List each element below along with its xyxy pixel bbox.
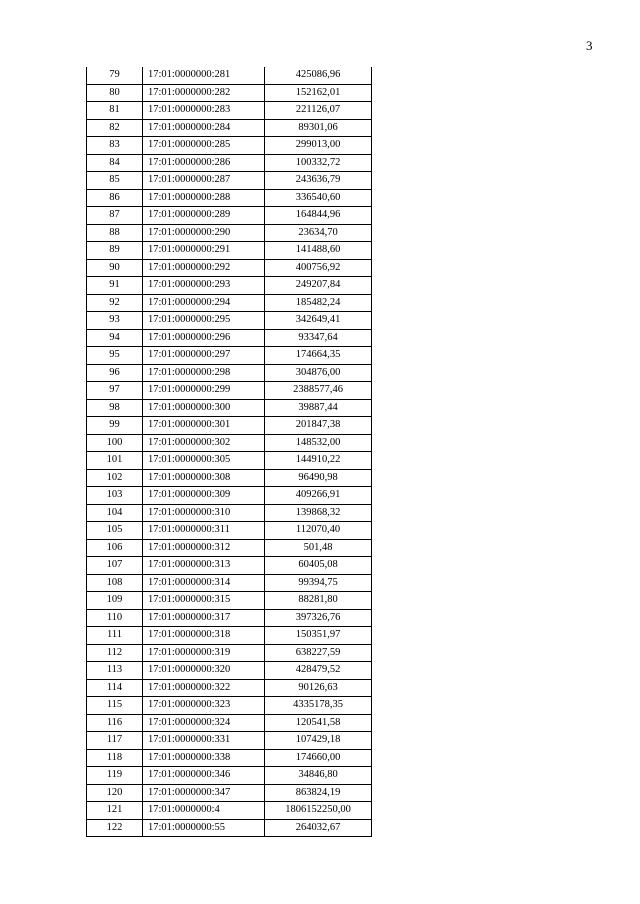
row-number: 121 <box>87 802 143 820</box>
cadastral-number: 17:01:0000000:315 <box>143 592 265 610</box>
cadastral-value: 304876,00 <box>265 364 372 382</box>
cadastral-value: 428479,52 <box>265 662 372 680</box>
table-row <box>87 749 372 767</box>
cadastral-number: 17:01:0000000:310 <box>143 504 265 522</box>
cadastral-value: 93347,64 <box>265 329 372 347</box>
cadastral-number: 17:01:0000000:286 <box>143 154 265 172</box>
row-number: 106 <box>87 539 143 557</box>
row-number: 97 <box>87 382 143 400</box>
cadastral-number: 17:01:0000000:347 <box>143 784 265 802</box>
row-number: 90 <box>87 259 143 277</box>
cadastral-number: 17:01:0000000:312 <box>143 539 265 557</box>
row-number: 103 <box>87 487 143 505</box>
cadastral-value: 409266,91 <box>265 487 372 505</box>
row-number: 109 <box>87 592 143 610</box>
page-number: 3 <box>586 38 593 53</box>
cadastral-value: 342649,41 <box>265 312 372 330</box>
cadastral-number: 17:01:0000000:283 <box>143 102 265 120</box>
table-row <box>87 592 372 610</box>
row-number: 96 <box>87 364 143 382</box>
cadastral-number: 17:01:0000000:323 <box>143 697 265 715</box>
cadastral-number: 17:01:0000000:313 <box>143 557 265 575</box>
row-number: 107 <box>87 557 143 575</box>
cadastral-value: 4335178,35 <box>265 697 372 715</box>
row-number: 82 <box>87 119 143 137</box>
cadastral-number: 17:01:0000000:293 <box>143 277 265 295</box>
cadastral-value: 120541,58 <box>265 714 372 732</box>
table-row <box>87 84 372 102</box>
cadastral-number: 17:01:0000000:291 <box>143 242 265 260</box>
cadastral-value: 299013,00 <box>265 137 372 155</box>
table-row <box>87 434 372 452</box>
row-number: 122 <box>87 819 143 837</box>
cadastral-value: 23634,70 <box>265 224 372 242</box>
cadastral-number: 17:01:0000000:4 <box>143 802 265 820</box>
row-number: 80 <box>87 84 143 102</box>
cadastral-number: 17:01:0000000:282 <box>143 84 265 102</box>
cadastral-value: 264032,67 <box>265 819 372 837</box>
cadastral-number: 17:01:0000000:298 <box>143 364 265 382</box>
cadastral-value: 249207,84 <box>265 277 372 295</box>
row-number: 93 <box>87 312 143 330</box>
row-number: 108 <box>87 574 143 592</box>
cadastral-value: 638227,59 <box>265 644 372 662</box>
table-row <box>87 487 372 505</box>
cadastral-number: 17:01:0000000:287 <box>143 172 265 190</box>
table-row <box>87 732 372 750</box>
cadastral-number: 17:01:0000000:300 <box>143 399 265 417</box>
table-row <box>87 224 372 242</box>
cadastral-number: 17:01:0000000:338 <box>143 749 265 767</box>
row-number: 91 <box>87 277 143 295</box>
table-row <box>87 119 372 137</box>
cadastral-value: 144910,22 <box>265 452 372 470</box>
row-number: 118 <box>87 749 143 767</box>
row-number: 92 <box>87 294 143 312</box>
row-number: 120 <box>87 784 143 802</box>
cadastral-value: 221126,07 <box>265 102 372 120</box>
table-row <box>87 574 372 592</box>
table-row <box>87 294 372 312</box>
cadastral-value: 60405,08 <box>265 557 372 575</box>
cadastral-value: 89301,06 <box>265 119 372 137</box>
table-row <box>87 662 372 680</box>
row-number: 111 <box>87 627 143 645</box>
table-row <box>87 644 372 662</box>
cadastral-number: 17:01:0000000:299 <box>143 382 265 400</box>
row-number: 99 <box>87 417 143 435</box>
cadastral-number: 17:01:0000000:294 <box>143 294 265 312</box>
table-row <box>87 259 372 277</box>
row-number: 88 <box>87 224 143 242</box>
cadastral-number: 17:01:0000000:346 <box>143 767 265 785</box>
cadastral-value: 107429,18 <box>265 732 372 750</box>
table-row <box>87 189 372 207</box>
cadastral-number: 17:01:0000000:281 <box>143 67 265 84</box>
cadastral-value: 185482,24 <box>265 294 372 312</box>
row-number: 85 <box>87 172 143 190</box>
cadastral-number: 17:01:0000000:296 <box>143 329 265 347</box>
table-row <box>87 102 372 120</box>
cadastral-value: 863824,19 <box>265 784 372 802</box>
cadastral-number: 17:01:0000000:295 <box>143 312 265 330</box>
row-number: 112 <box>87 644 143 662</box>
cadastral-value: 400756,92 <box>265 259 372 277</box>
cadastral-number: 17:01:0000000:302 <box>143 434 265 452</box>
table-row <box>87 557 372 575</box>
cadastral-value: 174660,00 <box>265 749 372 767</box>
row-number: 116 <box>87 714 143 732</box>
table-row <box>87 819 372 837</box>
cadastral-number: 17:01:0000000:289 <box>143 207 265 225</box>
cadastral-number: 17:01:0000000:305 <box>143 452 265 470</box>
row-number: 101 <box>87 452 143 470</box>
table-row <box>87 417 372 435</box>
cadastral-value: 100332,72 <box>265 154 372 172</box>
cadastral-value: 164844,96 <box>265 207 372 225</box>
row-number: 81 <box>87 102 143 120</box>
table-row <box>87 452 372 470</box>
table-body <box>87 67 372 837</box>
row-number: 94 <box>87 329 143 347</box>
cadastral-value: 1806152250,00 <box>265 802 372 820</box>
cadastral-number: 17:01:0000000:322 <box>143 679 265 697</box>
row-number: 79 <box>87 67 143 84</box>
table-row <box>87 679 372 697</box>
cadastral-number: 17:01:0000000:320 <box>143 662 265 680</box>
cadastral-number: 17:01:0000000:284 <box>143 119 265 137</box>
table-row <box>87 522 372 540</box>
row-number: 105 <box>87 522 143 540</box>
cadastral-number: 17:01:0000000:55 <box>143 819 265 837</box>
cadastral-value: 201847,38 <box>265 417 372 435</box>
row-number: 89 <box>87 242 143 260</box>
cadastral-number: 17:01:0000000:311 <box>143 522 265 540</box>
cadastral-number: 17:01:0000000:309 <box>143 487 265 505</box>
cadastral-value: 150351,97 <box>265 627 372 645</box>
row-number: 113 <box>87 662 143 680</box>
table-row <box>87 609 372 627</box>
table-row <box>87 399 372 417</box>
row-number: 117 <box>87 732 143 750</box>
cadastral-value: 336540,60 <box>265 189 372 207</box>
table-row <box>87 137 372 155</box>
cadastral-value: 139868,32 <box>265 504 372 522</box>
cadastral-number: 17:01:0000000:319 <box>143 644 265 662</box>
cadastral-value: 425086,96 <box>265 67 372 84</box>
cadastral-value: 96490,98 <box>265 469 372 487</box>
cadastral-value: 141488,60 <box>265 242 372 260</box>
row-number: 95 <box>87 347 143 365</box>
table-row <box>87 802 372 820</box>
cadastral-value: 99394,75 <box>265 574 372 592</box>
table-row <box>87 382 372 400</box>
row-number: 110 <box>87 609 143 627</box>
row-number: 86 <box>87 189 143 207</box>
table-row <box>87 207 372 225</box>
row-number: 119 <box>87 767 143 785</box>
table-row <box>87 172 372 190</box>
table-row <box>87 539 372 557</box>
cadastral-value: 397326,76 <box>265 609 372 627</box>
table-row <box>87 714 372 732</box>
row-number: 104 <box>87 504 143 522</box>
table-row <box>87 67 372 84</box>
row-number: 83 <box>87 137 143 155</box>
cadastral-value: 90126,63 <box>265 679 372 697</box>
cadastral-value-table <box>86 67 372 837</box>
cadastral-value: 112070,40 <box>265 522 372 540</box>
cadastral-value: 88281,80 <box>265 592 372 610</box>
table-row <box>87 312 372 330</box>
cadastral-value: 243636,79 <box>265 172 372 190</box>
table-row <box>87 469 372 487</box>
cadastral-number: 17:01:0000000:317 <box>143 609 265 627</box>
row-number: 102 <box>87 469 143 487</box>
table-row <box>87 347 372 365</box>
cadastral-value: 2388577,46 <box>265 382 372 400</box>
cadastral-number: 17:01:0000000:297 <box>143 347 265 365</box>
cadastral-value: 34846,80 <box>265 767 372 785</box>
table-row <box>87 697 372 715</box>
table-row <box>87 329 372 347</box>
cadastral-number: 17:01:0000000:331 <box>143 732 265 750</box>
table-row <box>87 627 372 645</box>
cadastral-number: 17:01:0000000:301 <box>143 417 265 435</box>
row-number: 84 <box>87 154 143 172</box>
table-row <box>87 154 372 172</box>
table-row <box>87 277 372 295</box>
cadastral-value: 501,48 <box>265 539 372 557</box>
cadastral-number: 17:01:0000000:314 <box>143 574 265 592</box>
cadastral-value: 148532,00 <box>265 434 372 452</box>
cadastral-number: 17:01:0000000:285 <box>143 137 265 155</box>
row-number: 100 <box>87 434 143 452</box>
cadastral-value: 174664,35 <box>265 347 372 365</box>
cadastral-number: 17:01:0000000:318 <box>143 627 265 645</box>
table-row <box>87 364 372 382</box>
table-row <box>87 784 372 802</box>
row-number: 87 <box>87 207 143 225</box>
table-row <box>87 504 372 522</box>
row-number: 114 <box>87 679 143 697</box>
row-number: 98 <box>87 399 143 417</box>
cadastral-number: 17:01:0000000:288 <box>143 189 265 207</box>
table-row <box>87 767 372 785</box>
row-number: 115 <box>87 697 143 715</box>
cadastral-number: 17:01:0000000:324 <box>143 714 265 732</box>
table-row <box>87 242 372 260</box>
cadastral-number: 17:01:0000000:308 <box>143 469 265 487</box>
cadastral-value: 39887,44 <box>265 399 372 417</box>
cadastral-value: 152162,01 <box>265 84 372 102</box>
cadastral-number: 17:01:0000000:292 <box>143 259 265 277</box>
cadastral-number: 17:01:0000000:290 <box>143 224 265 242</box>
